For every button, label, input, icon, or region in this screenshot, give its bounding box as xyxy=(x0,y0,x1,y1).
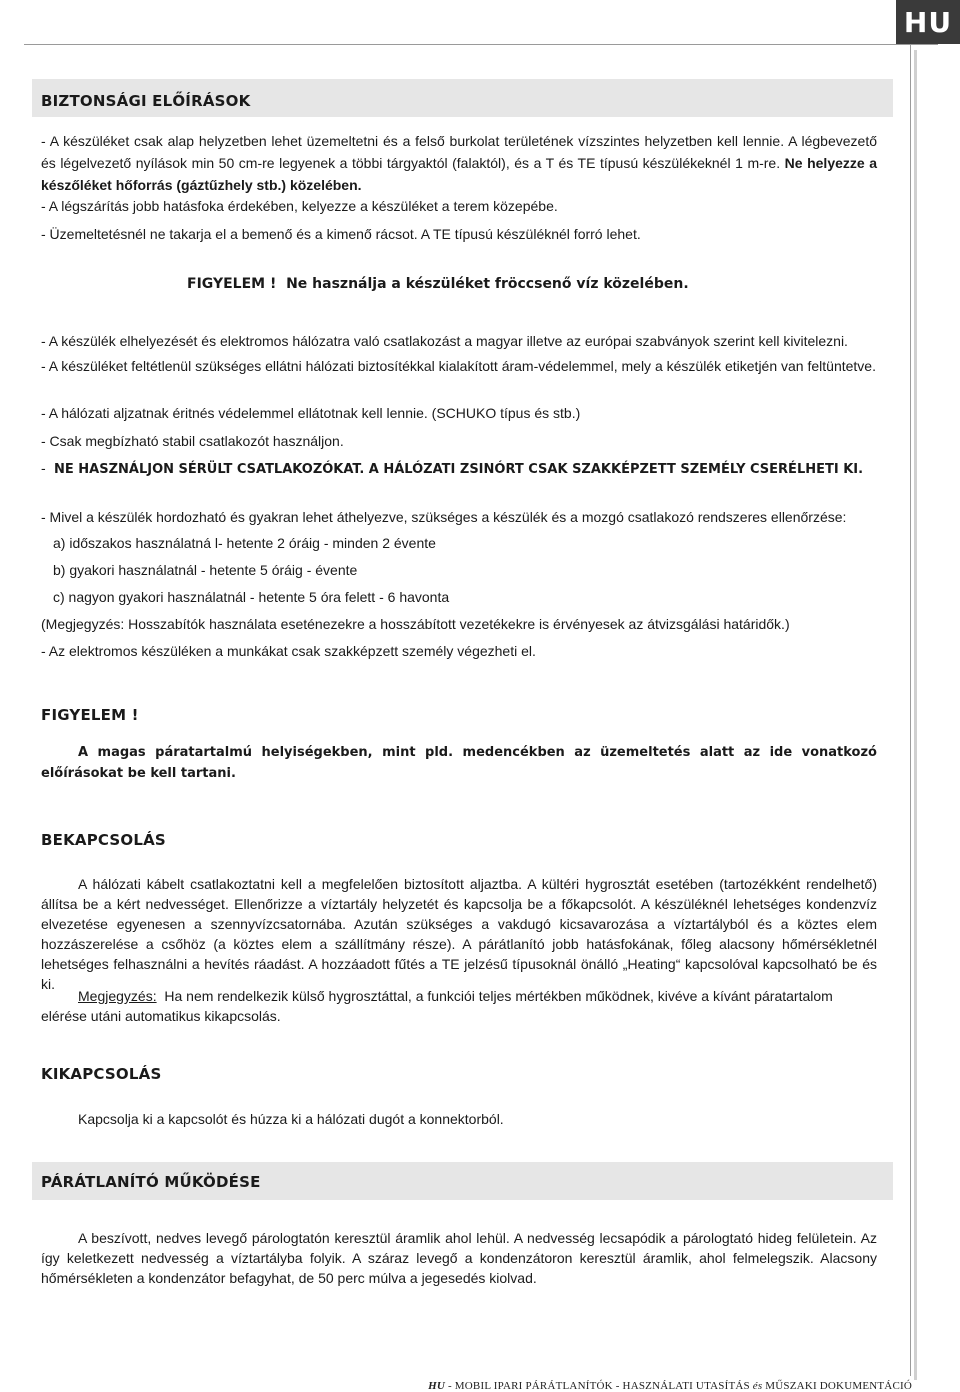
electric-item-3: - A hálózati aljzatnak éritnés védelemmel ellátotnak kell lennie. (SCHUKO típus és stb.) xyxy=(41,405,581,421)
heading-safety: BIZTONSÁGI ELŐÍRÁSOK xyxy=(41,92,251,110)
check-interval-a: a) időszakos használatná l- hetente 2 óráig - minden 2 évente xyxy=(53,535,436,551)
heading-switch-off: KIKAPCSOLÁS xyxy=(41,1065,162,1083)
electric-item-5-text: NE HASZNÁLJON SÉRÜLT CSATLAKOZÓKAT. A HÁLÓZATI ZSINÓRT CSAK SZAKKÉPZETT SZEMÉLY CSERÉLHETI KI. xyxy=(54,462,864,477)
safety-p1-text: - A készüléket csak alap helyzetben lehet üzemeltetni és a felső burkolat területének vízszintes helyzetben kell lennie. A légbevezető és légelvezető nyílások min 50 cm-re legyenek a többi tárgyaktól (falaktól), és a T és TE típusú készülékeknél 1 m-re. xyxy=(41,133,877,171)
switch-on-note-text: Ha nem rendelkezik külső hygrosztáttal, a funkciói teljes mértékben működnek, kivéve a kívánt páratartalom elérése utáni automatikus kikapcsolás. xyxy=(41,988,833,1024)
electric-item-5-dash: - xyxy=(41,460,46,476)
electric-item-5 xyxy=(41,458,877,480)
heading-operation: PÁRÁTLANÍTÓ MŰKÖDÉSE xyxy=(41,1173,261,1191)
electric-item-6: - Mivel a készülék hordozható és gyakran lehet áthelyezve, szükséges a készülék és a mozgó csatlakozó rendszeres ellenőrzése: xyxy=(41,509,847,525)
electric-item-4: - Csak megbízható stabil csatlakozót használjon. xyxy=(41,433,344,449)
heading-warning-humidity: FIGYELEM ! xyxy=(41,706,139,724)
splash-warning-label: FIGYELEM ! xyxy=(187,276,277,292)
footer-and: és xyxy=(752,1380,763,1392)
switch-on-text: A hálózati kábelt csatlakoztatni kell a megfelelően biztosított aljaztba. A kültéri hygrosztát esetében (tartozékként rendelhető) állítsa be a kért nedvességet. Ellenőrizze a víztartály helyzetét és kapcsolja be a főkapcsolót. A készüléknél lehetséges kondenzvíz elvezetése egyenesen a szennyvízcsatornába. Azután szükséges a vakdugó kicsavarozása a víztartályból és a köztes elem hozzászerelése a csőhöz (a köztes elem a szállítmány része). A párátlanító jobb hatásfokának, főleg alacsony hőmérsékletnél lehetséges felhasználni a hevítés ráadást. A hozzáadott fűtés a TE jelzésű típusoknál önálló „Heating“ kapcsolóval kapcsolható be és ki. xyxy=(41,876,877,992)
splash-warning xyxy=(187,276,689,292)
heading-switch-on: BEKAPCSOLÁS xyxy=(41,831,166,849)
footer-title-end: MŰSZAKI DOKUMENTÁCIÓ xyxy=(762,1380,912,1392)
switch-off-text: Kapcsolja ki a kapcsolót és húzza ki a hálózati dugót a konnektorból. xyxy=(78,1111,504,1127)
page-footer xyxy=(428,1380,912,1392)
electric-item-2: - A készüléket feltétlenül szükséges ellátni hálózati biztosítékkal kialakított áram-védelemmel, mely a készülék etiketjén van feltüntetve. xyxy=(41,358,876,374)
electric-item-7: - Az elektromos készüléken a munkákat csak szakképzett személy végezheti el. xyxy=(41,643,536,659)
switch-on-note-label: Megjegyzés: xyxy=(78,988,157,1004)
electric-item-1: - A készülék elhelyezését és elektromos hálózatra való csatlakozást a magyar illetve az európai szabványok szerint kell kivitelezni. xyxy=(41,333,848,349)
extension-note: (Megjegyzés: Hosszabítók használata eseténezekre a hosszábított vezetékekre is érvényesek az átvizsgálási határidők.) xyxy=(41,616,790,632)
footer-title: - MOBIL IPARI PÁRÁTLANÍTÓK - HASZNÁLATI UTASÍTÁS xyxy=(445,1380,753,1392)
frame-right-line xyxy=(910,44,911,1376)
safety-p1-bold: Ne helyezze a készőléket hőforrás (gáztűzhely stb.) közelében. xyxy=(41,155,877,193)
splash-warning-text: Ne használja a készüléket fröccsenő víz közelében. xyxy=(286,276,689,292)
switch-on-note xyxy=(41,986,877,1026)
footer-lang: HU xyxy=(428,1380,446,1392)
check-interval-c: c) nagyon gyakori használatnál - hetente 5 óra felett - 6 havonta xyxy=(53,589,450,605)
frame-right-shadow xyxy=(914,50,917,1380)
humidity-warning-text: A magas páratartalmú helyiségekben, mint pld. medencékben az üzemeltetés alatt az ide vonatkozó előírásokat be kell tartani. xyxy=(41,745,877,781)
operation-text: A beszívott, nedves levegő párologtatón keresztül áramlik ahol lehül. A nedvesség lecsapódik a párologtató hideg felületein. Az így keletkezett nedvesség a víztartályba folyik. A száraz levegő a kondenzátoron keresztül áramlik, ahol felmelegszik. Alacsony hőmérsékleten a kondenzátor befagyhat, de 50 perc múlva a jegesedés kiolvad. xyxy=(41,1230,877,1286)
safety-paragraph-2: - A légszárítás jobb hatásfoka érdekében, kelyezze a készüléket a terem közepébe. xyxy=(41,198,558,214)
check-interval-b: b) gyakori használatnál - hetente 5 óráig - évente xyxy=(53,562,358,578)
safety-paragraph-1 xyxy=(41,130,877,196)
language-badge: HU xyxy=(896,0,960,44)
safety-paragraph-3: - Üzemeltetésnél ne takarja el a bemenő és a kimenő rácsot. A TE típusú készüléknél forró lehet. xyxy=(41,226,641,242)
frame-top-line xyxy=(24,44,938,45)
